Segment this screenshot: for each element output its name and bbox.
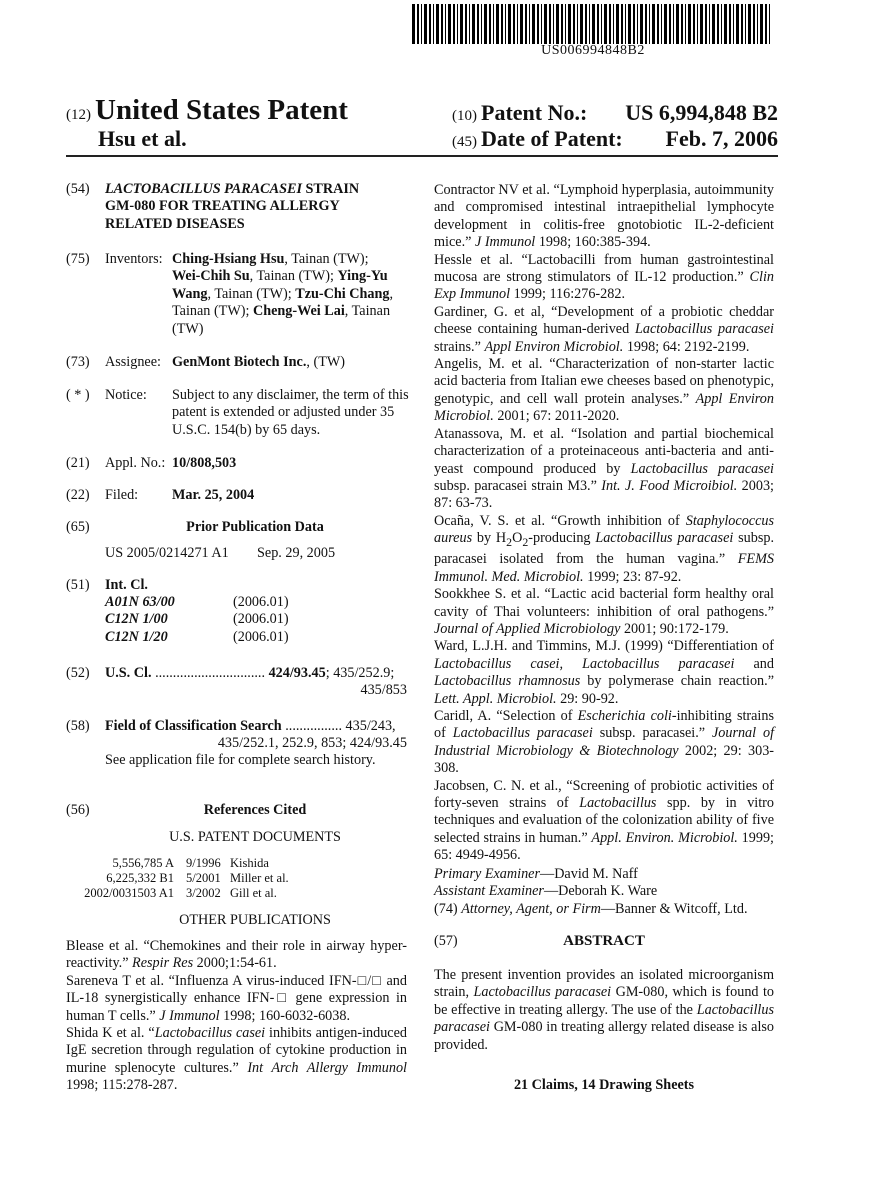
barcode-bar	[568, 4, 571, 44]
intcl-row	[105, 611, 295, 628]
barcode-bar	[496, 4, 499, 44]
barcode-bar	[657, 4, 659, 44]
barcode-bar	[553, 4, 554, 44]
barcode-bar	[693, 4, 695, 44]
assignee-label: Assignee:	[105, 354, 161, 370]
barcode-bar	[736, 4, 739, 44]
date-line	[452, 126, 778, 152]
barcode-bar	[753, 4, 755, 44]
assignee-value	[172, 354, 345, 371]
uscl-rest: ; 435/252.9;	[325, 665, 395, 681]
search-l1end: 435/243,	[345, 718, 396, 734]
title-rest: STRAIN	[301, 181, 360, 197]
barcode-bar	[477, 4, 479, 44]
inventors-tag: (75)	[66, 251, 90, 267]
search-tag: (58)	[66, 718, 90, 734]
other-pubs-heading: OTHER PUBLICATIONS	[179, 912, 331, 928]
claims-count: 21 Claims, 14 Drawing Sheets	[513, 1077, 695, 1093]
patent-date: 5/2001	[186, 871, 221, 885]
inventor-5: Cheng-Wei Lai	[252, 303, 345, 320]
pub-right-6: Ocaña, V. S. et al. “Growth inhibition of Staphylococcus aureus by $H_2O_2$-producing Lactobacillus paracasei subsp. paracasei isolated from the human vagina.” FEMS Immunol. Med. Microbiol. 1999; 23: 87-92.	[434, 512, 774, 585]
notice-label: Notice:	[105, 387, 147, 403]
pub-right-7: Sookkhee S. et al. “Lactic acid bacterial form healthy oral cavity of Thai volunteers: inhibition of oral pathogens.” Journal of Applied Microbiology 2001; 90:172-179.	[434, 586, 774, 637]
barcode-bar	[621, 4, 623, 44]
barcode-bar	[513, 4, 515, 44]
patent-no-label: Patent No.:	[481, 100, 588, 125]
header-rule	[66, 155, 778, 157]
barcode-bar	[645, 4, 647, 44]
barcode-bar	[532, 4, 535, 44]
patent-date: 9/1996	[186, 856, 221, 870]
barcode-bar	[592, 4, 595, 44]
barcode-bar	[589, 4, 590, 44]
barcode-bar	[481, 4, 482, 44]
barcode-bar	[709, 4, 710, 44]
barcode-bar	[421, 4, 422, 44]
uscl-line2: 435/853	[360, 682, 407, 698]
barcode-bar	[525, 4, 527, 44]
barcode-bar	[705, 4, 707, 44]
inventor-5-country: (TW)	[172, 320, 204, 337]
barcode-bar	[741, 4, 743, 44]
notice-l1: Subject to any disclaimer, the term of this	[172, 387, 409, 403]
search-dots: ................	[285, 718, 342, 734]
notice-l3: U.S.C. 154(b) by 65 days.	[172, 421, 321, 438]
barcode-bar	[616, 4, 619, 44]
notice-text	[172, 387, 412, 439]
barcode-bar	[489, 4, 491, 44]
barcode-bar	[561, 4, 563, 44]
intcl-row	[105, 629, 295, 646]
barcode-bar	[433, 4, 434, 44]
inventor-1-loc: , Tainan (TW);	[284, 251, 369, 267]
refs-tag: (56)	[66, 802, 90, 818]
barcode-bar	[529, 4, 530, 44]
barcode-bar	[637, 4, 638, 44]
barcode-bar	[441, 4, 443, 44]
appl-label: Appl. No.:	[105, 455, 166, 471]
barcode-bar	[520, 4, 523, 44]
barcode-bar	[664, 4, 667, 44]
barcode-bar	[700, 4, 703, 44]
barcode-bar	[769, 4, 770, 44]
barcode-bar	[577, 4, 578, 44]
pub-right-1: Contractor NV et al. “Lymphoid hyperplasia, autoimmunity and compromised intestinal intraepithelial lymphocyte development in colitis-free gnotobiotic IL-2-deficient mice.” J Immunol 1998; 160:385-394.	[434, 182, 774, 251]
patent-date: Feb. 7, 2006	[665, 126, 778, 151]
inventor-3-loc: , Tainan (TW);	[207, 285, 296, 302]
barcode-bar	[417, 4, 419, 44]
barcode-bar	[565, 4, 566, 44]
uscl-line	[105, 665, 407, 682]
barcode-number: US006994848B2	[541, 43, 645, 58]
barcode-bar	[484, 4, 487, 44]
pub-right-4: Angelis, M. et al. “Characterization of non-starter lactic acid bacteria from Italian ewe cheeses based on phenotypic, genotypic, and cell wall protein analyses.” Appl Environ Microbiol. 2001; 67: 2011-2020.	[434, 356, 774, 425]
us-patents-table	[66, 856, 295, 901]
prior-pub-date: Sep. 29, 2005	[257, 545, 336, 561]
uscl-dots: ...............................	[155, 665, 266, 681]
barcode-bar	[765, 4, 767, 44]
examiners	[434, 866, 774, 918]
barcode-bar	[640, 4, 643, 44]
doc-kind: United States Patent	[95, 94, 348, 126]
intcl-table	[105, 594, 295, 646]
tag-45: (45)	[452, 134, 477, 150]
uscl-tag: (52)	[66, 665, 90, 681]
barcode-bar	[445, 4, 446, 44]
pub-right-8: Ward, L.J.H. and Timmins, M.J. (1999) “Differentiation of Lactobacillus casei, Lactobacillus paracasei and Lactobacillus rhamnosus by polymerase chain reaction.” Lett. Appl. Microbiol. 29: 90-92.	[434, 638, 774, 707]
barcode-bar	[453, 4, 455, 44]
primary-examiner: —David M. Naff	[540, 866, 638, 882]
barcode-bar	[472, 4, 475, 44]
patent-inventor: Kishida	[230, 856, 269, 870]
patent-number: 2002/0031503 A1	[84, 886, 174, 900]
patent-row	[66, 856, 295, 871]
uscl-main: 424/93.45	[268, 665, 326, 681]
inventor-4-comma: ,	[389, 285, 394, 302]
barcode-bar	[712, 4, 715, 44]
barcode-bar	[601, 4, 602, 44]
abstract-text: The present invention provides an isolated microorganism strain, Lactobacillus paracasei GM-080, which is found to be effective in treating allergy. The use of the Lactobacillus paracasei GM-080 in treating allergy related disease is also provided.	[434, 967, 774, 1053]
barcode-bar	[549, 4, 551, 44]
barcode-bar	[556, 4, 559, 44]
barcode-bar	[573, 4, 575, 44]
intcl-code: A01N 63/00	[105, 594, 175, 610]
search-line1	[105, 718, 407, 735]
barcode-bar	[517, 4, 518, 44]
barcode-bar	[609, 4, 611, 44]
filed-date: Mar. 25, 2004	[172, 487, 255, 503]
intcl-version: (2006.01)	[233, 628, 289, 645]
inventor-5-loc: , Tainan	[344, 303, 391, 320]
title-line3: RELATED DISEASES	[105, 215, 245, 232]
inventor-short: Hsu et al.	[98, 126, 187, 151]
assignee-loc: , (TW)	[306, 354, 345, 370]
barcode-bar	[508, 4, 511, 44]
barcode-bar	[748, 4, 751, 44]
filed-label: Filed:	[105, 487, 139, 503]
barcode-bar	[685, 4, 686, 44]
barcode-bar	[429, 4, 431, 44]
barcode-bar	[613, 4, 614, 44]
search-l2: 435/252.1, 252.9, 853; 424/93.45	[217, 735, 407, 751]
barcode-bar	[652, 4, 655, 44]
barcode-bar	[597, 4, 599, 44]
patent-number: 6,225,332 B1	[106, 871, 174, 885]
tag-12: (12)	[66, 107, 91, 123]
barcode-bar	[469, 4, 470, 44]
assignee-tag: (73)	[66, 354, 90, 370]
pub-right-2: Hessle et al. “Lactobacilli from human gastrointestinal mucosa are strong stimulators of IL-12 production.” Clin Exp Immunol 1999; 116:276-282.	[434, 251, 774, 303]
title-italic: LACTOBACILLUS PARACASEI	[105, 181, 302, 197]
barcode-bar	[649, 4, 650, 44]
inventor-2: Wei-Chih Su	[172, 268, 250, 285]
intcl-label: Int. Cl.	[105, 577, 148, 593]
barcode-bar	[460, 4, 463, 44]
barcode-bar	[541, 4, 542, 44]
patent-inventor: Miller et al.	[230, 871, 289, 885]
inventor-1: Ching-Hsiang Hsu	[172, 251, 285, 267]
barcode	[412, 4, 774, 44]
doc-kind-line	[66, 94, 348, 127]
barcode-bar	[681, 4, 683, 44]
right-publications	[434, 182, 774, 865]
inventors-list	[172, 251, 412, 338]
barcode-bar	[757, 4, 758, 44]
patent-title	[105, 181, 405, 233]
title-line2: GM-080 FOR TREATING ALLERGY	[105, 198, 340, 215]
intcl-tag: (51)	[66, 577, 90, 593]
title-tag: (54)	[66, 181, 90, 197]
prior-pub-number: US 2005/0214271 A1	[105, 545, 229, 561]
barcode-bar	[465, 4, 467, 44]
patent-row	[66, 871, 295, 886]
intcl-version: (2006.01)	[233, 611, 289, 628]
pub-right-5: Atanassova, M. et al. “Isolation and partial biochemical characterization of a proteinaceous anti-bacteria and anti-yeast compound produced by Lactobacillus paracasei subsp. paracasei strain M3.” Int. J. Food Microibiol. 2003; 87: 63-73.	[434, 425, 774, 512]
barcode-bar	[760, 4, 763, 44]
intcl-version: (2006.01)	[233, 594, 289, 610]
inventors-label: Inventors:	[105, 251, 163, 267]
barcode-bar	[724, 4, 727, 44]
patent-row	[66, 886, 295, 901]
appl-no: 10/808,503	[172, 455, 237, 471]
barcode-bar	[457, 4, 458, 44]
pub-right-10: Jacobsen, C. N. et al., “Screening of probiotic activities of forty-seven strains of Lactobacillus spp. by in vitro techniques and evaluation of the colonization ability of five selected strains in human.” Appl. Environ. Microbiol. 1999; 65: 4949-4956.	[434, 777, 774, 864]
barcode-bar	[580, 4, 583, 44]
assignee-name: GenMont Biotech Inc.	[172, 354, 307, 370]
barcode-bar	[501, 4, 503, 44]
patent-number: 5,556,785 A	[112, 856, 174, 870]
intcl-code: C12N 1/00	[105, 611, 168, 628]
inventor-4-loc: Tainan (TW);	[172, 303, 253, 320]
attorney-tag: (74)	[434, 900, 462, 917]
barcode-bar	[544, 4, 547, 44]
barcode-bar	[717, 4, 719, 44]
barcode-bar	[669, 4, 671, 44]
pub-left-3: Shida K et al. “Lactobacillus casei inhibits antigen-induced IgE secretion through regulation of cytokine production in murine splenocyte cultures.” Int Arch Allergy Immunol 1998; 115:278-287.	[66, 1025, 407, 1094]
barcode-bar	[448, 4, 451, 44]
notice-tag: ( * )	[66, 387, 90, 403]
notice-l2: patent is extended or adjusted under 35	[172, 404, 395, 421]
barcode-bar	[537, 4, 539, 44]
date-label: Date of Patent:	[481, 126, 623, 151]
barcode-bar	[628, 4, 631, 44]
search-label: Field of Classification Search	[105, 718, 282, 734]
patent-date: 3/2002	[186, 886, 221, 900]
barcode-bar	[424, 4, 427, 44]
barcode-bar	[733, 4, 734, 44]
barcode-bar	[661, 4, 662, 44]
inventor-3b: Wang	[172, 285, 208, 302]
barcode-bar	[412, 4, 415, 44]
assistant-examiner-label: Assistant Examiner	[434, 883, 544, 900]
uscl-label: U.S. Cl.	[105, 665, 152, 681]
barcode-bar	[697, 4, 698, 44]
attorney: —Banner & Witcoff, Ltd.	[600, 900, 748, 917]
assistant-examiner: —Deborah K. Ware	[543, 883, 658, 900]
prior-heading: Prior Publication Data	[186, 519, 324, 535]
patent-no-line	[452, 100, 778, 126]
barcode-bar	[745, 4, 746, 44]
barcode-bar	[585, 4, 587, 44]
barcode-bar	[721, 4, 722, 44]
inventor-4: Tzu-Chi Chang	[295, 285, 390, 302]
barcode-bar	[625, 4, 626, 44]
barcode-bar	[633, 4, 635, 44]
barcode-bar	[676, 4, 679, 44]
primary-examiner-label: Primary Examiner	[434, 866, 540, 882]
tag-10: (10)	[452, 108, 477, 124]
filed-tag: (22)	[66, 487, 90, 503]
patent-no: US 6,994,848 B2	[625, 100, 778, 125]
prior-tag: (65)	[66, 519, 90, 535]
pub-right-3: Gardiner, G. et al, “Development of a probiotic cheddar cheese containing human-derived Lactobacillus paracasei strains.” Appl Environ Microbiol. 1998; 64: 2192-2199.	[434, 303, 774, 355]
appl-tag: (21)	[66, 455, 90, 471]
abstract-tag: (57)	[434, 933, 458, 949]
inventor-3a: Ying-Yu	[337, 268, 388, 285]
inventor-2-loc: , Tainan (TW);	[249, 268, 338, 285]
left-publications	[66, 938, 407, 1095]
attorney-label: Attorney, Agent, or Firm	[461, 900, 601, 917]
pub-right-9: Caridl, A. “Selection of Escherichia coli-inhibiting strains of Lactobacillus paracasei subsp. paracasei.” Journal of Industrial Microbiology & Biotechnology 2002; 29: 303-308.	[434, 708, 775, 777]
abstract-heading: ABSTRACT	[563, 933, 645, 949]
barcode-bar	[729, 4, 731, 44]
us-patents-heading: U.S. PATENT DOCUMENTS	[169, 829, 341, 845]
barcode-bar	[604, 4, 607, 44]
search-l3: See application file for complete search history.	[105, 752, 376, 768]
pub-left-1: Blease et al. “Chemokines and their role in airway hyper-reactivity.” Respir Res 2000;1:54-61.	[66, 938, 407, 972]
pub-left-2: Sareneva T et al. “Influenza A virus-induced IFN-□/□ and IL-18 synergistically enhance IFN-□ gene expression in human T cells.” J Immunol 1998; 160-6032-6038.	[66, 972, 407, 1024]
barcode-bar	[673, 4, 674, 44]
barcode-bar	[505, 4, 506, 44]
intcl-row	[105, 594, 295, 611]
barcode-bar	[688, 4, 691, 44]
barcode-bar	[493, 4, 494, 44]
barcode-bar	[436, 4, 439, 44]
refs-heading: References Cited	[203, 802, 307, 818]
intcl-code: C12N 1/20	[105, 628, 168, 645]
patent-inventor: Gill et al.	[230, 886, 277, 900]
